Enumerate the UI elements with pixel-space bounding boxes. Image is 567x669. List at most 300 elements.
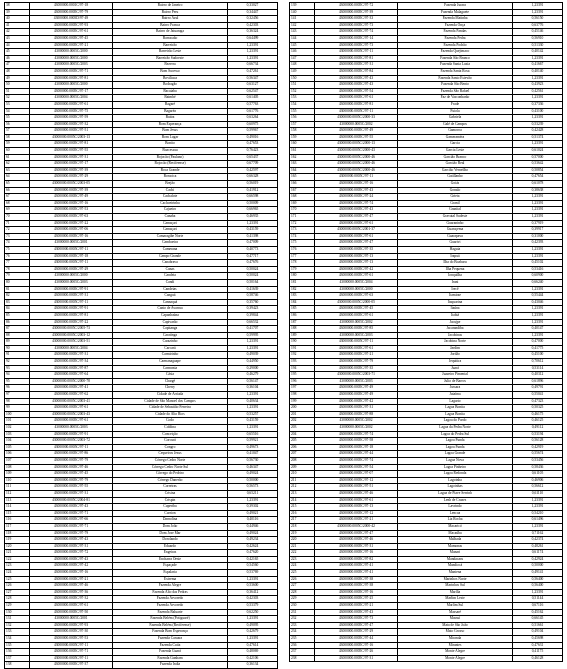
field-name: Ilha do Boaburu — [398, 260, 513, 267]
field-name: Massaré — [398, 609, 513, 616]
table-row — [5, 345, 278, 352]
table-row — [290, 622, 563, 629]
field-code: 43000000.0005C/97-42 — [315, 398, 398, 405]
field-value: 0,56573 — [228, 484, 278, 491]
table-row — [290, 649, 563, 656]
field-value: 0,42165 — [228, 556, 278, 563]
field-value: 0,37919 — [513, 220, 563, 227]
row-number: 56 — [5, 121, 30, 128]
table-row — [5, 246, 278, 253]
field-value: 1,23391 — [513, 200, 563, 207]
row-number: 231 — [290, 609, 315, 616]
field-code: 43000000.0005C/97-85 — [315, 326, 398, 333]
field-name: Bacaiaba — [113, 88, 228, 95]
row-number: 38 — [5, 3, 30, 10]
field-code: 43000000.0005C/97-61 — [30, 101, 113, 108]
field-name: Fazenda Arvoredo — [113, 596, 228, 603]
field-code: 43000000.0005C/2000-46 — [315, 154, 398, 161]
table-row — [290, 392, 563, 399]
row-number: 142 — [290, 22, 315, 29]
row-number: 208 — [290, 457, 315, 464]
field-name: Juará — [398, 365, 513, 372]
field-name: Fazenda Santa Rosa — [398, 68, 513, 75]
field-value: 0,46279 — [228, 372, 278, 379]
row-number: 63 — [5, 167, 30, 174]
field-name: Brejão — [113, 181, 228, 188]
field-name: Canguá — [113, 293, 228, 300]
field-code: 43000000.0005C/97-42 — [315, 266, 398, 273]
row-number: 199 — [290, 398, 315, 405]
row-number: 44 — [5, 42, 30, 49]
field-value: 1,23391 — [513, 286, 563, 293]
table-row — [5, 293, 278, 300]
field-value: 0,65437 — [228, 154, 278, 161]
row-number: 114 — [5, 504, 30, 511]
field-code: 43000000.0005C/97-34 — [30, 359, 113, 366]
field-name: Lagoa do Pardo — [398, 418, 513, 425]
field-name: Crisina — [113, 490, 228, 497]
field-code: 43000000.0005C/2000-42 — [315, 523, 398, 530]
field-name: Chargé — [113, 378, 228, 385]
field-name: Gameraméra — [398, 134, 513, 141]
field-code: 43000000.0005C/97-73 — [315, 22, 398, 29]
row-number: 160 — [290, 141, 315, 148]
field-code: 43000000.0005C/97-43 — [315, 75, 398, 82]
field-name: Fazenda Alegre — [113, 583, 228, 590]
field-code: 43000000.0005C/97-81 — [315, 101, 398, 108]
row-number: 132 — [5, 622, 30, 629]
field-value: 0,61896 — [513, 378, 563, 385]
field-name: Dom João — [113, 523, 228, 530]
field-name: Cannaquá — [113, 299, 228, 306]
field-name: Galé de Campos — [398, 121, 513, 128]
field-name: Fazenda Alto das Pedras — [113, 589, 228, 596]
row-number: 92 — [5, 359, 30, 366]
field-name: Bairro Azul — [113, 16, 228, 23]
table-row — [5, 556, 278, 563]
field-name: Capivarão — [113, 319, 228, 326]
field-name: Marinhos Sul — [398, 583, 513, 590]
field-value: 0,66145 — [513, 616, 563, 623]
field-name: Cherry — [113, 385, 228, 392]
field-name: Corcurá — [113, 438, 228, 445]
table-row — [290, 504, 563, 511]
field-code: 43000000.0005C/97-43 — [30, 537, 113, 544]
field-value: 0,62547 — [228, 88, 278, 95]
row-number: 169 — [290, 200, 315, 207]
table-row — [5, 510, 278, 517]
field-name: Bom Jesus — [113, 128, 228, 135]
table-row — [5, 101, 278, 108]
field-name: Garcia Leste — [398, 148, 513, 155]
table-row — [290, 88, 563, 95]
field-name: Capitanga — [113, 326, 228, 333]
table-row — [290, 464, 563, 471]
row-number: 163 — [290, 161, 315, 168]
field-name: Fazenda São Bento — [398, 82, 513, 89]
table-row — [5, 253, 278, 260]
field-code: 43000000.0005C/97-93 — [30, 22, 113, 29]
table-row — [5, 517, 278, 524]
row-number: 204 — [290, 431, 315, 438]
field-name: Bojocão (Paulano) — [113, 154, 228, 161]
field-name: Julio de Barros — [398, 378, 513, 385]
field-value: 1,23391 — [228, 392, 278, 399]
table-row — [5, 154, 278, 161]
field-value: 0,42428 — [513, 128, 563, 135]
row-number: 146 — [290, 49, 315, 56]
field-code: 43000000.0005C/97-61 — [315, 497, 398, 504]
field-name: Fazenda Bom Esperança — [113, 629, 228, 636]
field-value: 0,53239 — [513, 121, 563, 128]
row-number: 46 — [5, 55, 30, 62]
table-row — [290, 431, 563, 438]
field-code: 43000000.0005C/97-72 — [30, 550, 113, 557]
field-name: Bairro Franca — [113, 22, 228, 29]
row-number: 187 — [290, 319, 315, 326]
row-number: 66 — [5, 187, 30, 194]
field-code: 43000000.0005C/2000-13 — [315, 141, 398, 148]
field-name: Lagoa Nova — [398, 457, 513, 464]
field-code: 43000000.0005C/2001 — [30, 616, 113, 623]
table-row — [5, 266, 278, 273]
table-row — [5, 95, 278, 102]
row-number: 162 — [290, 154, 315, 161]
table-row — [5, 128, 278, 135]
field-code: 43000000.0005C/2000 — [30, 82, 113, 89]
field-name: Córrego do Pedriro — [113, 471, 228, 478]
field-value: 0,53769 — [228, 570, 278, 577]
row-number: 182 — [290, 286, 315, 293]
row-number: 170 — [290, 207, 315, 214]
table-row — [290, 42, 563, 49]
field-name: Garcião Verneilho — [398, 167, 513, 174]
table-row — [290, 537, 563, 544]
row-number: 47 — [5, 62, 30, 69]
field-value: 0,70612 — [513, 359, 563, 366]
field-value: 0,45146 — [513, 29, 563, 36]
row-number: 202 — [290, 418, 315, 425]
table-row — [5, 35, 278, 42]
field-name: Lagoa Redonda — [398, 471, 513, 478]
table-row — [290, 293, 563, 300]
row-number: 178 — [290, 260, 315, 267]
row-number: 50 — [5, 82, 30, 89]
table-row — [290, 438, 563, 445]
row-number: 206 — [290, 444, 315, 451]
table-row — [290, 108, 563, 115]
field-value: 0,46935 — [228, 214, 278, 221]
field-value: 1,23391 — [513, 253, 563, 260]
field-value: 1,23391 — [513, 9, 563, 16]
field-value: 0,65516 — [228, 431, 278, 438]
field-code: 43000000.0005C/2003-05 — [30, 181, 113, 188]
field-name: Mantena — [398, 570, 513, 577]
row-number: 192 — [290, 352, 315, 359]
field-name: Bairro Peru — [113, 9, 228, 16]
table-row — [290, 563, 563, 570]
field-name: Mamonas — [398, 543, 513, 550]
table-row — [5, 88, 278, 95]
field-code: 43000000.0005C/2000-43 — [315, 148, 398, 155]
field-value: 0,67709 — [228, 161, 278, 168]
field-code: 43000000.0005C/97-11 — [30, 642, 113, 649]
field-value: 0,53114 — [513, 365, 563, 372]
field-name: Jussara — [398, 385, 513, 392]
field-value: 0,66328 — [228, 174, 278, 181]
table-row — [290, 128, 563, 135]
table-row — [5, 490, 278, 497]
field-value: 0,50164 — [228, 279, 278, 286]
field-value: 0,49234 — [228, 537, 278, 544]
field-code: 43000000.0005C/97-11 — [315, 108, 398, 115]
field-value: 0,43923 — [513, 82, 563, 89]
field-name: Córrego Cedro Norte — [113, 457, 228, 464]
field-name: Cajueiro — [113, 207, 228, 214]
field-name: Capanhaúna — [113, 312, 228, 319]
row-number: 127 — [5, 589, 30, 596]
table-row — [5, 438, 278, 445]
table-row — [5, 22, 278, 29]
row-number: 155 — [290, 108, 315, 115]
field-code: 43000000.0005C/97-81 — [30, 75, 113, 82]
field-code: 43000000.0005C/97-79 — [30, 9, 113, 16]
row-number: 189 — [290, 332, 315, 339]
field-value: 0,47261 — [228, 68, 278, 75]
table-row — [290, 517, 563, 524]
field-value: 0,50325 — [513, 405, 563, 412]
field-code: 43000000.0005C/2000 — [30, 49, 113, 56]
field-name: Conceição — [113, 431, 228, 438]
table-row — [290, 418, 563, 425]
field-code: 43000000.0005C/2002 — [315, 121, 398, 128]
field-name: Macaricó — [398, 523, 513, 530]
field-name: Frade — [398, 101, 513, 108]
table-row — [5, 543, 278, 550]
field-code: 43000000.0005C/2005-73 — [30, 326, 113, 333]
field-value: 0,42106 — [228, 655, 278, 662]
table-row — [290, 484, 563, 491]
field-name: Fazenda Baluarte — [113, 609, 228, 616]
field-code: 43000000.0005C/97-45 — [315, 306, 398, 313]
field-value: 0,66240 — [513, 279, 563, 286]
row-number: 72 — [5, 227, 30, 234]
field-name: Itabiá — [398, 312, 513, 319]
field-value: 0,42679 — [228, 629, 278, 636]
table-row — [290, 240, 563, 247]
field-value: 1,23391 — [228, 49, 278, 56]
table-row — [290, 451, 563, 458]
row-number: 139 — [290, 3, 315, 10]
table-row — [5, 55, 278, 62]
field-code: 43000000.0005C/97-39 — [30, 187, 113, 194]
field-name: Lagoa da Pedra Norte — [398, 425, 513, 432]
field-name: Cachalote — [113, 194, 228, 201]
row-number: 102 — [5, 425, 30, 432]
row-number: 87 — [5, 326, 30, 333]
field-value: 0,46906 — [513, 477, 563, 484]
field-name: Cachoeirinha — [113, 200, 228, 207]
field-value: 0,37336 — [513, 101, 563, 108]
table-row — [290, 339, 563, 346]
table-row — [5, 418, 278, 425]
row-number: 167 — [290, 187, 315, 194]
table-row — [5, 451, 278, 458]
field-name: Fazenda Pedra — [398, 35, 513, 42]
field-name: Canto de Avarrua — [113, 306, 228, 313]
field-name: Lagoinha — [398, 477, 513, 484]
table-row — [5, 279, 278, 286]
table-row — [5, 148, 278, 155]
field-code: 43000000.0005C/97-74 — [315, 431, 398, 438]
field-name: Itaquarina — [398, 299, 513, 306]
row-number: 191 — [290, 345, 315, 352]
field-name: Lagoa de Piave Serrinh — [398, 490, 513, 497]
field-value: 0,29000 — [228, 365, 278, 372]
field-name: Cuperiba — [113, 504, 228, 511]
table-row — [290, 629, 563, 636]
table-row — [5, 233, 278, 240]
field-value: 0,43159 — [228, 227, 278, 234]
field-code: 43000000.0005C/97-44 — [315, 636, 398, 643]
table-row — [290, 556, 563, 563]
field-name: Baitra — [113, 115, 228, 122]
field-name: Dorolando — [113, 537, 228, 544]
field-value: 0,56347 — [228, 75, 278, 82]
field-code: 43000000.0005C/2000-46 — [315, 161, 398, 168]
field-name: Fazenda Belém (Recifeense) — [113, 622, 228, 629]
row-number: 145 — [290, 42, 315, 49]
table-row — [290, 596, 563, 603]
table-row — [290, 200, 563, 207]
field-value: 0,47009 — [228, 240, 278, 247]
table-row — [5, 352, 278, 359]
field-name: Córrego Cedro Norte Sul — [113, 464, 228, 471]
field-name: Fazenda Belém (Potiguaré) — [113, 616, 228, 623]
field-code: 43000000.0005C/97-66 — [30, 517, 113, 524]
field-name: Bom Lugar — [113, 134, 228, 141]
row-number: 85 — [5, 312, 30, 319]
row-number: 117 — [5, 523, 30, 530]
field-value: 0,41667 — [513, 62, 563, 69]
field-name: Marília — [398, 589, 513, 596]
field-value: 0,58746 — [228, 293, 278, 300]
field-value: 0,49112 — [513, 425, 563, 432]
row-number: 116 — [5, 517, 30, 524]
field-code: 43000000.0005C/97-12 — [315, 510, 398, 517]
field-value: 1,23391 — [513, 312, 563, 319]
field-value: 1,23391 — [228, 220, 278, 227]
table-row — [5, 497, 278, 504]
field-value: 1,23391 — [513, 207, 563, 214]
row-number: 51 — [5, 88, 30, 95]
field-name: Lavrindo — [398, 504, 513, 511]
row-number: 171 — [290, 214, 315, 221]
field-name: Mata de São João — [398, 622, 513, 629]
field-code: 43000000.0005C/97-61 — [315, 273, 398, 280]
row-number: 75 — [5, 246, 30, 253]
field-name: Dom Jose Mar — [113, 530, 228, 537]
table-row — [5, 75, 278, 82]
table-row — [5, 537, 278, 544]
field-code: 43000000.0005C/97-35 — [315, 365, 398, 372]
table-row — [5, 405, 278, 412]
row-number: 98 — [5, 398, 30, 405]
field-value: 0,59967 — [228, 128, 278, 135]
field-name: Monte Alegre — [398, 655, 513, 662]
field-value: 0,55674 — [513, 451, 563, 458]
field-value: 0,58436 — [513, 464, 563, 471]
field-code: 43000000.0005C/97-79 — [30, 457, 113, 464]
field-code: 43000000.0005C/97-11 — [30, 246, 113, 253]
row-number: 41 — [5, 22, 30, 29]
field-name: Boracica — [113, 174, 228, 181]
row-number: 111 — [5, 484, 30, 491]
table-row — [5, 589, 278, 596]
row-number: 188 — [290, 326, 315, 333]
field-name: Lagarto — [398, 398, 513, 405]
field-name: Itaúna — [398, 306, 513, 313]
table-row — [290, 214, 563, 221]
field-code: 43000000.0005C/97-81 — [30, 312, 113, 319]
field-table-right — [289, 2, 563, 662]
field-name: Fazenda Guará — [113, 649, 228, 656]
row-number: 110 — [5, 477, 30, 484]
field-code: 43000000.0005C/2003 — [315, 378, 398, 385]
field-value: 0,66734 — [228, 62, 278, 69]
field-value: 0,49095 — [228, 622, 278, 629]
field-code: 43000000.0005C/97-75 — [30, 108, 113, 115]
row-number: 153 — [290, 95, 315, 102]
row-number: 109 — [5, 471, 30, 478]
row-number: 215 — [290, 504, 315, 511]
table-row — [5, 62, 278, 69]
field-name: Marinhos Norte — [398, 576, 513, 583]
table-row — [290, 29, 563, 36]
field-value: 1,23391 — [228, 497, 278, 504]
field-code: 43000000.0005C/97-79 — [30, 530, 113, 537]
field-name: Cidade de Sebastião Ferreira — [113, 405, 228, 412]
field-value: 0,36324 — [228, 29, 278, 36]
row-number: 229 — [290, 596, 315, 603]
field-name: Garcia — [398, 141, 513, 148]
field-code: 43000000.0005C/2000-05 — [315, 299, 398, 306]
table-row — [5, 622, 278, 629]
field-value: 0,41639 — [228, 286, 278, 293]
row-number: 86 — [5, 319, 30, 326]
field-value: 0,66532 — [228, 319, 278, 326]
field-name: Faz de Vasconbarão — [398, 95, 513, 102]
field-code: 43000000.0001C/97-18 — [30, 3, 113, 10]
field-code: 43000000.0005C/97-74 — [315, 457, 398, 464]
field-code: 43000000.0005C/97-61 — [30, 405, 113, 412]
row-number: 84 — [5, 306, 30, 313]
field-value: 0,63127 — [228, 82, 278, 89]
field-code: 43000000.0005C/97-18 — [30, 253, 113, 260]
field-name: Lagoa Funda — [398, 444, 513, 451]
field-code: 43000000.0005C/97-63 — [315, 293, 398, 300]
field-name: Campo Grande — [113, 253, 228, 260]
row-number: 113 — [5, 497, 30, 504]
table-row — [290, 266, 563, 273]
table-row — [290, 253, 563, 260]
table-row — [290, 642, 563, 649]
field-code: 43000000.0005C/97-26 — [315, 649, 398, 656]
table-row — [290, 326, 563, 333]
table-row — [5, 392, 278, 399]
field-name: Jardim — [398, 345, 513, 352]
table-row — [5, 134, 278, 141]
